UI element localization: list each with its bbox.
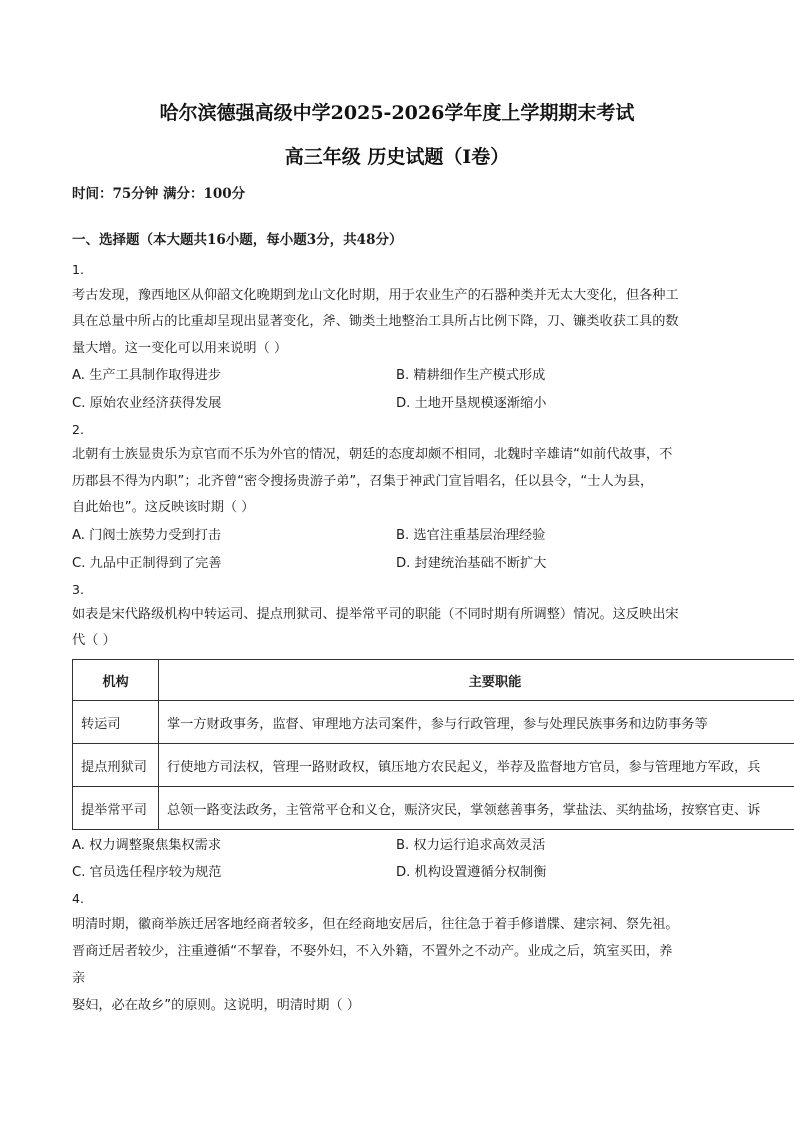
question-2-stem-line: 历郡县不得为内职”；北齐曾“密令搜扬贵游子弟”，召集于神武门宣旨唱名，任以县令，“士人为县， [72, 474, 654, 489]
table-header-row [73, 660, 794, 701]
table-cell-institution: 提举常平司 [73, 787, 159, 830]
question-4-stem-line: 晋商迁居者较少，注重遵循“不挈眷，不娶外妇，不入外籍，不置外之不动产。业成之后，筑室买田，养 [72, 944, 673, 959]
question-2-option-d[interactable]: D. 封建统治基础不断扩大 [396, 556, 547, 571]
table-row [73, 787, 794, 830]
section-heading: 一、选择题（本大题共16小题，每小题3分，共48分） [72, 232, 403, 248]
question-2-stem-line: 北朝有士族显贵乐为京官而不乐为外官的情况，朝廷的态度却颇不相同，北魏时辛雄请“如前代故事，不 [72, 447, 673, 462]
question-3-stem-line: 如表是宋代路级机构中转运司、提点刑狱司、提举常平司的职能（不同时期有所调整）情况。这反映出宋 [72, 607, 679, 622]
exam-school-title: 哈尔滨德强高级中学2025-2026学年度上学期期末考试 [159, 102, 635, 124]
question-1-number: 1. [72, 262, 84, 277]
question-2-option-b[interactable]: B. 选官注重基层治理经验 [396, 528, 546, 543]
question-1-stem-line: 量大增。这一变化可以用来说明（ ） [72, 341, 288, 356]
table-row [73, 701, 794, 744]
exam-subject-title: 高三年级 历史试题（Ⅰ卷） [284, 146, 510, 168]
table-header-cell: 机构 [73, 660, 159, 701]
question-3-number: 3. [72, 582, 84, 597]
table-cell-institution: 提点刑狱司 [73, 744, 159, 787]
table-cell-duties: 总领一路变法政务，主管常平仓和义仓，赈济灾民，掌领慈善事务，掌盐法、买纳盐场，按察官吏、诉 [159, 787, 794, 830]
question-3-stem-line: 代（ ） [72, 633, 116, 648]
question-1-option-d[interactable]: D. 土地开垦规模逐渐缩小 [396, 396, 547, 411]
question-2-number: 2. [72, 422, 84, 437]
question-3-option-b[interactable]: B. 权力运行追求高效灵活 [396, 838, 546, 853]
question-1-option-c[interactable]: C. 原始农业经济获得发展 [72, 396, 222, 411]
table-cell-institution: 转运司 [73, 701, 159, 744]
question-3-option-a[interactable]: A. 权力调整聚焦集权需求 [72, 838, 222, 853]
table-header-cell: 主要职能 [159, 660, 794, 701]
table-cell-duties: 掌一方财政事务，监督、审理地方法司案件，参与行政管理，参与处理民族事务和边防事务等 [159, 701, 794, 744]
question-1-stem-line: 考古发现，豫西地区从仰韶文化晚期到龙山文化时期，用于农业生产的石器种类并无太大变化，但各种工 [72, 288, 679, 303]
question-4-stem-line: 明清时期，徽商举族迁居客地经商者较多，但在经商地安居后，往往急于着手修谱牒、建宗祠、祭先祖。 [72, 917, 679, 932]
question-3-option-d[interactable]: D. 机构设置遵循分权制衡 [396, 865, 547, 880]
question-2-stem-line: 自此始也”。这反映该时期（ ） [72, 500, 255, 515]
question-4-number: 4. [72, 891, 84, 906]
question-1-stem-line: 具在总量中所占的比重却呈现出显著变化，斧、锄类土地整治工具所占比例下降，刀、镰类收获工具的数 [72, 314, 679, 329]
question-2-option-a[interactable]: A. 门阀士族势力受到打击 [72, 528, 222, 543]
question-1-option-b[interactable]: B. 精耕细作生产模式形成 [396, 368, 546, 383]
question-4-stem-line: 亲 [72, 971, 86, 986]
exam-time-score: 时间：75分钟 满分：100分 [72, 186, 246, 202]
question-2-option-c[interactable]: C. 九品中正制得到了完善 [72, 556, 222, 571]
question-4-stem-line: 娶妇，必在故乡”的原则。这说明，明清时期（ ） [72, 998, 360, 1013]
question-3-option-c[interactable]: C. 官员选任程序较为规范 [72, 865, 222, 880]
table-row [73, 744, 794, 787]
question-1-option-a[interactable]: A. 生产工具制作取得进步 [72, 368, 222, 383]
table-cell-duties: 行使地方司法权，管理一路财政权，镇压地方农民起义，举荐及监督地方官员，参与管理地方军政，兵 [159, 744, 794, 787]
song-institutions-table [72, 659, 794, 830]
